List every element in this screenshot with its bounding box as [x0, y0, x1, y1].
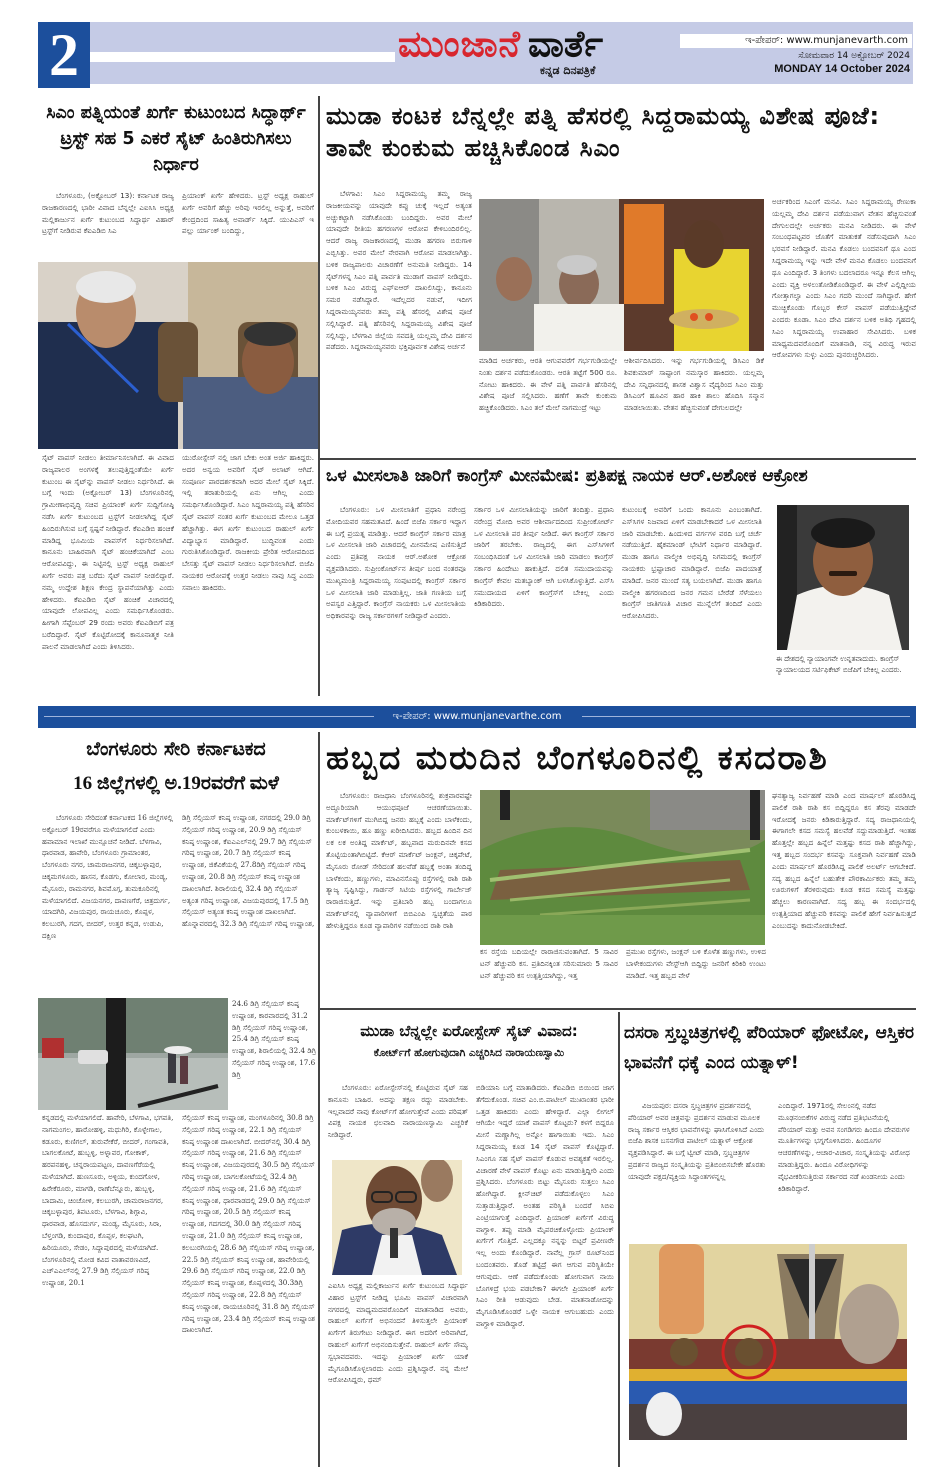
- masthead-rule: [90, 52, 395, 62]
- article-rain-col1: ಬೆಂಗಳೂರು ಸೇರಿದಂತೆ ಕರ್ನಾಟಕದ 16 ಜಿಲ್ಲೆಗಳಲ್ಲಿ ಅಕ್ಟೋಬರ್ 19ರವರೆಗೂ ಮಳೆಯಾಗಲಿದೆ ಎಂದು ಹವಾಮಾನ ಇಲಾಖೆ ಮುನ್ಸೂಚನೆ ನೀಡಿದೆ. ಬೆಳಗಾವಿ, ಧಾರವಾಡ, ಹಾವೇರಿ, ಬೆಂಗಳೂರು ಗ್ರಾಮಾಂತರ, ಬೆಂಗಳೂರು ನಗರ, ಚಾಮರಾಜನಗರ, ಚಿಕ್ಕಬಳ್ಳಾಪುರ, ಚಿಕ್ಕಮಗಳೂರು, ಹಾಸನ, ಕೊಡಗು, ಕೋಲಾರ, ಮಂಡ್ಯ, ಮೈಸೂರು, ರಾಮನಗರ, ಶಿವಮೊಗ್ಗ, ತುಮಕೂರಿನಲ್ಲಿ ಮಳೆಯಾಗಲಿದೆ. ವಿಜಯನಗರ, ದಾವಣಗೆರೆ, ಚಿತ್ರದುರ್ಗ, ಯಾದಗಿರಿ, ವಿಜಯಪುರ, ರಾಯಚೂರು, ಕೊಪ್ಪಳ, ಕಲಬುರಗಿ, ಗದಗ, ಬೀದರ್, ಉತ್ತರ ಕನ್ನಡ, ಉಡುಪಿ, ದಕ್ಷಿಣ: [42, 813, 173, 940]
- photo-dasara-tableau: [629, 1244, 907, 1440]
- epaper-banner: [38, 706, 916, 728]
- article-garbage-col3: ಪ್ರಮುಖ ರಸ್ತೆಗಳು, ಜಂಕ್ಷನ್ ಬಳಿ ಕೊಳೆತ ಹಣ್ಣುಗಳು, ಉಳಿದ ಬಾಳೇಕಂದುಗಳು ವೇಸ್ಟ್‌ಆಗಿ ಬಿದ್ದಿದ್ದು ಜನರಿಗೆ ಕಿರಿಕಿರಿ ಉಂಟು ಮಾಡಿದೆ. ಇತ್ತ ಹಬ್ಬದ ವೇಳೆ: [626, 947, 766, 980]
- headline-rain-line2: 16 ಜಿಲ್ಲೆಗಳಲ್ಲಿ ಅ.19ರವರೆಗೆ ಮಳೆ: [73, 773, 279, 794]
- caption-ashoka: ಈ ದೇಶದಲ್ಲಿ ನ್ಯಾಯಾಂಗವೇ ಉನ್ನತವಾದುದು. ಕಾಂಗ್ರೆಸ್ ನ್ಯಾಯಾಲಯದ ಸರ್ಟಿಫಿಕೇಟ್ ಬಿಜೆಪಿಗೆ ಬೇಕಿಲ್ಲ ಎಂದರು.: [776, 655, 902, 674]
- article-puja-col2: ಮಾಡಿದ ಅರ್ಚಕರು, ಆರತಿ ಆಗುವವರೆಗೆ ಗರ್ಭಗುಡಿಯಲ್ಲೇ ನಿಂತು ದರ್ಶನ ಪಡೆದುಕೊಂಡರು. ಆರತಿ ತಟ್ಟೆಗೆ 500 ರೂ. ನೋಟು ಹಾಕಿದರು. ಈ ವೇಳೆ ಪತ್ನಿ ಪಾರ್ವತಿ ಹೆಸರಿನಲ್ಲಿ ವಿಶೇಷ ಪೂಜೆ ಸಲ್ಲಿಸಿದರು. ಹಣೆಗೆ ತಾವೇ ಕುಂಕುಮ ಹಚ್ಚಿಕೊಂಡಿದರು. ಸಿಎಂ ತಲೆ ಮೇಲೆ ನಾಗಮುದ್ರೆ ಇಟ್ಟು: [479, 356, 617, 413]
- photo-rain-art: [38, 998, 228, 1110]
- article-reservation-col3: ಕುಟುಂಬಕ್ಕೆ ಅವರಿಗೆ ಒಂದು ಕಾನೂನು ಎಂಬಂತಾಗಿದೆ. ಎಸ್‌ಸಿಗಳ ನಿಜವಾದ ಏಳಿಗೆ ಮಾಡಬೇಕಾದರೆ ಒಳ ಮೀಸಲಾತಿ ಜಾರಿ ಮಾಡಬೇಕು. ಹಿಂದುಳಿದ ವರ್ಗಗಳ ವರದಿ ಬಗ್ಗೆ ಚರ್ಚೆ ನಡೆಯುತ್ತಿದೆ. ಹೈಕಮಾಂಡ್ ಭೇಟಿಗೆ ನಿರ್ಧಾರ ಮಾಡಿದ್ದಾರೆ. ಮುಡಾ ಹಾಗೂ ವಾಲ್ಮೀಕಿ ಅಭಿವೃದ್ಧಿ ನಿಗಮದಲ್ಲಿ ಕಾಂಗ್ರೆಸ್ ನಾಯಕರು ಭ್ರಷ್ಟಾಚಾರ ಮಾಡಿದ್ದಾರೆ. ಬಿಜೆಪಿ ಪಾದಯಾತ್ರೆ ಮಾಡಿದೆ. ಜನರ ಮುಂದೆ ಸತ್ಯ ಬಯಲಾಗಿದೆ. ಮುಡಾ ಹಾಗೂ ವಾಲ್ಮೀಕಿ ಹಗರಣದಿಂದ ಜನರ ಗಮನ ಬೇರೆಡೆ ಸೆಳೆಯಲು ಕಾಂಗ್ರೆಸ್ ಜಾತಿಗಣತಿ ವಿಚಾರ ಮುನ್ನೆಲೆಗೆ ತಂದಿದೆ ಎಂದು ಆರೋಪಿಸಿದರು.: [622, 505, 762, 621]
- article-rain-col2-cont: ಸೆಲ್ಸಿಯಸ್ ಕನಿಷ್ಠ ಉಷ್ಣಾಂಶ, ಮಂಗಳೂರಿನಲ್ಲಿ 30.8 ಡಿಗ್ರಿ ಸೆಲ್ಸಿಯಸ್ ಗರಿಷ್ಠ ಉಷ್ಣಾಂಶ, 22.1 ಡಿಗ್ರಿ ಸೆಲ್ಸಿಯಸ್ ಕನಿಷ್ಠ ಉಷ್ಣಾಂಶ ದಾಖಲಾಗಿದೆ. ಬೀದರ್‌ನಲ್ಲಿ 30.4 ಡಿಗ್ರಿ ಸೆಲ್ಸಿಯಸ್ ಗರಿಷ್ಠ ಉಷ್ಣಾಂಶ, 21.6 ಡಿಗ್ರಿ ಸೆಲ್ಸಿಯಸ್ ಕನಿಷ್ಠ ಉಷ್ಣಾಂಶ, ವಿಜಯಪುರದಲ್ಲಿ 30.5 ಡಿಗ್ರಿ ಸೆಲ್ಸಿಯಸ್ ಗರಿಷ್ಠ ಉಷ್ಣಾಂಶ, ಬಾಗಲಕೋಟೆಯಲ್ಲಿ 32.4 ಡಿಗ್ರಿ ಸೆಲ್ಸಿಯಸ್ ಗರಿಷ್ಠ ಉಷ್ಣಾಂಶ, 21.6 ಡಿಗ್ರಿ ಸೆಲ್ಸಿಯಸ್ ಕನಿಷ್ಠ ಉಷ್ಣಾಂಶ, ಧಾರವಾಡದಲ್ಲಿ 29.0 ಡಿಗ್ರಿ ಸೆಲ್ಸಿಯಸ್ ಗರಿಷ್ಠ ಉಷ್ಣಾಂಶ, 20.5 ಡಿಗ್ರಿ ಸೆಲ್ಸಿಯಸ್ ಕನಿಷ್ಠ ಉಷ್ಣಾಂಶ, ಗದಗದಲ್ಲಿ 30.0 ಡಿಗ್ರಿ ಸೆಲ್ಸಿಯಸ್ ಗರಿಷ್ಠ ಉಷ್ಣಾಂಶ, 21.0 ಡಿಗ್ರಿ ಸೆಲ್ಸಿಯಸ್ ಕನಿಷ್ಠ ಉಷ್ಣಾಂಶ, ಕಲಬುರಗಿಯಲ್ಲಿ 28.6 ಡಿಗ್ರಿ ಸೆಲ್ಸಿಯಸ್ ಗರಿಷ್ಠ ಉಷ್ಣಾಂಶ, 22.5 ಡಿಗ್ರಿ ಸೆಲ್ಸಿಯಸ್ ಕನಿಷ್ಠ ಉಷ್ಣಾಂಶ, ಹಾವೇರಿಯಲ್ಲಿ 29.6 ಡಿಗ್ರಿ ಸೆಲ್ಸಿಯಸ್ ಗರಿಷ್ಠ ಉಷ್ಣಾಂಶ, 22.0 ಡಿಗ್ರಿ ಸೆಲ್ಸಿಯಸ್ ಕನಿಷ್ಠ ಉಷ್ಣಾಂಶ, ಕೊಪ್ಪಳದಲ್ಲಿ 30.3ಡಿಗ್ರಿ ಸೆಲ್ಸಿಯಸ್ ಗರಿಷ್ಠ ಉಷ್ಣಾಂಶ, 22.8 ಡಿಗ್ರಿ ಸೆಲ್ಸಿಯಸ್ ಕನಿಷ್ಠ ಉಷ್ಣಾಂಶ, ರಾಯಚೂರಿನಲ್ಲಿ 31.8 ಡಿಗ್ರಿ ಸೆಲ್ಸಿಯಸ್ ಗರಿಷ್ಠ ಉಷ್ಣಾಂಶ, 23.4 ಡಿಗ್ರಿ ಸೆಲ್ಸಿಯಸ್ ಕನಿಷ್ಠ ಉಷ್ಣಾಂಶ ದಾಖಲಾಗಿದೆ.: [182, 1113, 316, 1335]
- column-divider: [318, 96, 320, 696]
- masthead-tagline: ಕನ್ನಡ ದಿನಪತ್ರಿಕೆ: [540, 64, 596, 77]
- date-kannada: ಸೋಮವಾರ 14 ಅಕ್ಟೋಬರ್ 2024: [798, 51, 910, 61]
- article-kharge-col2: ಪ್ರಿಯಾಂಕ್ ಖರ್ಗೆ ಹೇಳಿದರು. ಟ್ರಸ್ಟ್ ಅಧ್ಯಕ್ಷ ರಾಹುಲ್ ಖರ್ಗೆ ಅವರಿಗೆ ಹೆಚ್ಚು ಅರಿವು ಇರಲಿಲ್ಲ ಅನ್ನುತ್ತೆ, ಅವರಿಗೆ ಕೇಂದ್ರದಿಂದ ಸಾಹಿತ್ಯ ಅವಾರ್ಡ್ ಸಿಕ್ಕಿದೆ. ಯುಪಿಎಸ್ ಇ ಪಲ್ಲು ರ್ಯಾಂಕ್ ಬಂದಿದ್ದು,: [182, 191, 314, 236]
- photo-ashoka: [777, 505, 909, 650]
- headline-rain-line1: ಬೆಂಗಳೂರು ಸೇರಿ ಕರ್ನಾಟಕದ: [86, 738, 266, 760]
- article-kharge-col1: ಬೆಂಗಳೂರು, (ಅಕ್ಟೋಬರ್ 13): ಕರ್ನಾಟಕ ರಾಜ್ಯ ರಾಜಕಾರಣದಲ್ಲಿ ಭಾರೀ ವಿವಾದ ಬೆನ್ನಲ್ಲೇ ಎಐಸಿಸಿ ಅಧ್ಯಕ್ಷ ಮಲ್ಲಿಕಾರ್ಜುನ ಖರ್ಗೆ ಕುಟುಂಬದ ಸಿದ್ಧಾರ್ಥ ವಿಹಾರ್ ಟ್ರಸ್ಟ್‌ಗೆ ನೀಡಿರುವ ಕೆಐಎಡಿಬಿ ಸಿಎ: [42, 191, 174, 236]
- article-kharge-col3: ಸೈಟ್ ವಾಪಸ್ ನೀಡಲು ತೀರ್ಮಾನಿಸಲಾಗಿದೆ. ಈ ವಿವಾದ ರಾಜ್ಯಪಾಲರ ಅಂಗಳಕ್ಕೆ ತಲುಪುತ್ತಿದ್ದಂತೆಯೇ ಖರ್ಗೆ ಕುಟುಂಬ ಈ ಸೈಟ್‌ನ್ನು ವಾಪಸ್ ನೀಡಲು ನಿರ್ಧರಿಸಿದೆ. ಈ ಬಗ್ಗೆ ಇಂದು (ಅಕ್ಟೋಬರ್ 13) ಬೆಂಗಳೂರಿನಲ್ಲಿ ಗ್ರಾಮೀಣಾಭಿವೃದ್ಧಿ ಸಚಿವ ಪ್ರಿಯಾಂಕ್ ಖರ್ಗೆ ಸುದ್ದಿಗೋಷ್ಠಿ ನಡೆಸಿ ಖರ್ಗೆ ಕುಟುಂಬದ ಟ್ರಸ್ಟ್‌ಗೆ ನೀಡಲಾಗಿದ್ದ ಸೈಟ್ ಹಿಂದಿರುಗಿಸುವ ಬಗ್ಗೆ ಸ್ಪಷ್ಟನೆ ನೀಡಿದ್ದಾರೆ. ಕೆಐಎಡಿಬಿ ಹಂಚಿಕೆ ಮಾಡಿದ್ದ ಭೂಮಿಯ ವಾಪಸ್‌ಗೆ ನಿರ್ಧರಿಸಲಾಗಿದೆ. ಕಾನೂನು ಬಾಹಿರವಾಗಿ ಸೈಟ್ ಹಂಚಿಕೆಯಾಗಿದೆ ಎಂಬ ಆರೋಪವಿದ್ದು, ಈ ನಿಟ್ಟಿನಲ್ಲಿ ಟ್ರಸ್ಟ್ ಅಧ್ಯಕ್ಷ ರಾಹುಲ್ ಖರ್ಗೆ ಅವರು ಪತ್ರ ಬರೆದು ಸೈಟ್ ವಾಪಸ್ ನೀಡಲಿದ್ದಾರೆ. ನಮ್ಮ ಉದ್ದೇಶ ಶಿಕ್ಷಣ ಕೇಂದ್ರ ಸ್ಥಾಪನೆಯಾಗಿತ್ತು ಎಂದು ಹೇಳಿದರು. ಕೆಐಎಡಿಬಿ ಸೈಟ್ ಹಂಚಿಕೆ ವಿಚಾರದಲ್ಲಿ ಯಾವುದೇ ಲೋಪವಿಲ್ಲ ಎಂದು ಸಮರ್ಥಿಸಿಕೊಂಡರು. ಹೀಗಾಗಿ ಸೆಪ್ಟೆಂಬರ್ 29 ರಂದು ಅವರು ಕೆಐಎಡಿಬಿಗೆ ಪತ್ರ ಬರೆದಿದ್ದಾರೆ. ಸೈಟ್ ಕೊಟ್ಟಿರೋದಕ್ಕೆ ಕಾನೂನಾತ್ಮಕ ನೀತಿ ಪಾಲನೆ ಮಾಡಲಾಗಿದೆ ಎಂದು ತಿಳಿಸಿದರು.: [42, 453, 174, 651]
- article-periyar-col2: ಎಂದಿದ್ದಾರೆ. 1971ರಲ್ಲಿ ಸೇಲಂನಲ್ಲಿ ನಡೆದ ಮೂಢನಂಬಿಕೆಗಳ ವಿರುದ್ಧ ನಡೆದ ಪ್ರತಿಭಟನೆಯಲ್ಲಿ ಪೆರಿಯಾರ್ ಮತ್ತು ಅವನ ಸಂಗಡಿಗರು ಹಿಂದೂ ದೇವರುಗಳ ಮೂರ್ತಿಗಳನ್ನು ಭಗ್ನಗೊಳಿಸಿದರು. ಹಿಂದೂಗಳ ಆಚರಣೆಗಳನ್ನು, ಆಚಾರ-ವಿಚಾರ, ಸಂಸ್ಕೃತಿಯನ್ನು ವಿರೋಧ ಮಾಡುತ್ತಿದ್ದರು. ಹಿಂದೂ ವಿರೋಧಿಗಳನ್ನು ವೈಭವೀಕರಿಸುತ್ತಿರುವ ಸರ್ಕಾರದ ನಡೆ ಖಂಡನೀಯ ಎಂದು ಕಿಡಿಕಾರಿದ್ದಾರೆ.: [778, 1101, 910, 1193]
- section-divider: [320, 458, 916, 460]
- section-divider-lower: [320, 1008, 916, 1010]
- subheadline-aerospace: ಕೋರ್ಟ್‌ಗೆ ಹೋಗುವುದಾಗಿ ಎಚ್ಚರಿಸಿದ ನಾರಾಯಣಸ್ವಾಮಿ: [373, 1047, 565, 1059]
- photo-kharge: [38, 262, 318, 449]
- headline-garbage[interactable]: ಹಬ್ಬದ ಮರುದಿನ ಬೆಂಗಳೂರಿನಲ್ಲಿ ಕಸದರಾಶಿ: [326, 738, 829, 777]
- photo-dasara-art: [629, 1244, 907, 1440]
- page-number: 2: [38, 22, 90, 88]
- epaper-banner-link[interactable]: ಇ-ಪೇಪರ್: www.munjanevarthe.com: [392, 711, 562, 722]
- article-puja-col3: ಆಶೀರ್ವದಿಸಿದರು. ಇನ್ನು ಗರ್ಭಗುಡಿಯಲ್ಲಿ ಡಿಸಿಎಂ ಡಿಕೆ ಶಿವಕುಮಾರ್ ಸಾಷ್ಟಾಂಗ ನಮಸ್ಕಾರ ಹಾಕಿದರು. ಯಲ್ಲಮ್ಮ ದೇವಿ ಸನ್ನಿಧಾನದಲ್ಲಿ ಶಾಸಕ ವಿಶ್ವಾಸ ವೈದ್ಯರಿಂದ ಸಿಎಂ ಮತ್ತು ಡಿಸಿಎಂಗೆ ಹೂವಿನ ಹಾರ ಹಾಕಿ ಶಾಲು ಹೊದಿಸಿ ಸನ್ಮಾನ ಮಾಡಲಾಯಿತು. ವೇತನ ಹೆಚ್ಚಿಸುವಂತೆ ದೇಗುಲದಲ್ಲೇ: [624, 356, 764, 413]
- article-aerospace-col1: ಬೆಂಗಳೂರು: ಏರೋಸ್ಪೇಸ್‌ನಲ್ಲಿ ಕೊಟ್ಟಿರುವ ಸೈಟ್ ಸಹ ಕಾನೂನು ಬಾಹಿರ. ಅದನ್ನು ತಕ್ಷಣ ರದ್ದು ಮಾಡಬೇಕು. ಇಲ್ಲವಾದರೆ ನಾವು ಕೋರ್ಟ್‌ಗೆ ಹೋಗುತ್ತೇವೆ ಎಂದು ಪರಿಷತ್ ವಿಪಕ್ಷ ನಾಯಕ ಛಲವಾದಿ ನಾರಾಯಣಸ್ವಾಮಿ ಎಚ್ಚರಿಕೆ ನೀಡಿದ್ದಾರೆ.: [328, 1083, 468, 1140]
- article-puja-col4: ಅರ್ಚಕರಿಂದ ಸಿಎಂಗೆ ಮನವಿ. ಸಿಎಂ ಸಿದ್ದರಾಮಯ್ಯ ರೇಣುಕಾ ಯಲ್ಲಮ್ಮ ದೇವಿ ದರ್ಶನ ಪಡೆಯುವಾಗ ವೇತನ ಹೆಚ್ಚಿಸುವಂತೆ ದೇಗುಲದಲ್ಲೇ ಅರ್ಚಕರು ಮನವಿ ನೀಡಿದರು. ಈ ವೇಳೆ ಸಂಬಂಧಪಟ್ಟವರ ಜೊತೆಗೆ ಮಾತುಕತೆ ನಡೆಸುವುದಾಗಿ ಸಿಎಂ ಭರವಸೆ ನೀಡಿದ್ದಾರೆ. ಮನವಿ ಕೊಡಲು ಬಂದವನಿಗೆ ಥೂ ಎಂದ ಸಿದ್ದರಾಮಯ್ಯ ಇನ್ನು ಇದೇ ವೇಳೆ ಮನವಿ ಕೊಡಲು ಬಂದವನಿಗೆ ಥೂ ಎಂದಿದ್ದಾರೆ. 3 ತಿಂಗಳು ಬದಲಾದರೂ ಇನ್ನೂ ಕೆಲಸ ಆಗಿಲ್ಲ ಎಂದು ವ್ಯಕ್ತಿ ಅಳಲುತೋಡಿಕೊಂಡಿದ್ದಾರೆ. ಈ ವೇಳೆ ಎಲ್ಲಿದ್ದೀಯ ಗೋತ್ತಾಗಲ್ವಾ ಎಂದು ಸಿಎಂ ಗದರಿ ಮುಂದೆ ಸಾಗಿದ್ದಾರೆ. ಹೇಗೆ ಮುಚ್ಚಿಕೊಂಡು ಗೊಬ್ಬರ ಕೇಸ್ ವಾಪಸ್ ಪಡೆಯುತ್ತಿದ್ದೇವೆ ಎಂದರು ಕೂಡಾ. ಸಿಎಂ ದೇವಿ ದರ್ಶನ ಬಳಿಕ ಅತಿಥಿ ಗೃಹದಲ್ಲಿ ಸಿಎಂ ಸಿದ್ದರಾಮಯ್ಯ ಉಪಾಹಾರ ಸೇವಿಸಿದರು. ಬಳಿಕ ಮಾಧ್ಯಮದವರೊಂದಿಗೆ ಮಾತನಾಡಿ, ನನ್ನ ವಿರುದ್ಧ ಇರುವ ಆರೋಪಗಳು ಸುಳ್ಳು ಎಂದು ಪುನರುಚ್ಚರಿಸಿದರು.: [772, 197, 916, 360]
- article-garbage-col4: ಘನತ್ಯಾಜ್ಯ ನಿರ್ವಹಣೆ ಮಾಡಿ ಎಂದ ಮಾರ್ಷಲ್ ಹೊರಡಿಸಿದ್ದ ಪಾಲಿಕೆ ರಾಶಿ ರಾಶಿ ಕಸ ಬಿದ್ದಿದ್ದರೂ ಕಸ ತೆರವು ಮಾಡದೇ ಇರೋದಕ್ಕೆ ಜನರು ಕಿಡಿಕಾರುತ್ತಿದ್ದಾರೆ. ಸದ್ಯ ರಾಜಧಾನಿಯಲ್ಲಿ ಈಗಾಗಲೇ ಕಸದ ಸಮಸ್ಯೆ ಹಲವೆಡೆ ಸದ್ದುಮಾಡುತ್ತಿದೆ. ಇಂತಹ ಹೊತ್ತಲ್ಲೇ ಹಬ್ಬದ ಹಿನ್ನೆಲೆ ಮತ್ತಷ್ಟು ಕಸದ ರಾಶಿ ಹೆಚ್ಚಾಗಿದ್ದು, ಇತ್ತ ಹಬ್ಬದ ಸಂದರ್ಭ ಕಸವನ್ನು ಸೂಕ್ತವಾಗಿ ನಿರ್ವಹಣೆ ಮಾಡಿ ಎಂದು ಮಾರ್ಷಲ್ ಹೊರಡಿಸಿದ್ದ ಪಾಲಿಕೆ ಅಲರ್ಟ್ ಆಗಬೇಕಿದೆ. ಸದ್ಯ ಹಬ್ಬದ ಹಿನ್ನೆಲೆ ಬಹುತೇಕ ಪೌರಕಾರ್ಮಿಕರು ತಮ್ಮ ತಮ್ಮ ಊರುಗಳಿಗೆ ತೆರಳಿರುವುದು ಕೂಡ ಕಸದ ಸಮಸ್ಯೆ ಮತ್ತಷ್ಟು ಹೆಚ್ಚಲು ಕಾರಣವಾಗಿದೆ. ಸದ್ಯ ಹಬ್ಬ ಈ ಸಂದರ್ಭದಲ್ಲಿ ಉತ್ಪತ್ತಿಯಾದ ಹೆಚ್ಚುವರಿ ಕಸವನ್ನು ಪಾಲಿಕೆ ಹೇಗೆ ನಿರ್ವಹಿಸುತ್ತದೆ ಎಂಬುದನ್ನು ಕಾದುನೋಡಬೇಕಿದೆ.: [772, 791, 916, 930]
- banner-line-left: [44, 716, 374, 717]
- epaper-link[interactable]: ಇ-ಪೇಪರ್: www.munjanevarth.com: [680, 34, 912, 48]
- headline-aerospace[interactable]: ಮುಡಾ ಬೆನ್ನಲ್ಲೇ ಏರೋಸ್ಪೇಸ್ ಸೈಟ್ ವಿವಾದ:: [360, 1022, 578, 1040]
- article-garbage-col2: ಕಸ ರಸ್ತೆಯ ಬದಿಯಲ್ಲೇ ರಾರಾಜಿಸುವಂತಾಗಿದೆ. 5 ಸಾವಿರ ಟನ್ ಹೆಚ್ಚುವರಿ ಕಸ. ಪ್ರತಿದಿನಕ್ಕಿಂತ ಸರಿಸುಮಾರು 5 ಸಾವಿರ ಟನ್ ಹೆಚ್ಚುವರಿ ಕಸ ಉತ್ಪತ್ತಿಯಾಗಿದ್ದು, ಇತ್ತ: [480, 947, 618, 980]
- photo-narayanaswamy: [332, 1160, 462, 1275]
- photo-narayanaswamy-art: [332, 1160, 462, 1275]
- column-divider-lower: [318, 732, 320, 1467]
- date-english: MONDAY 14 October 2024: [774, 63, 910, 75]
- headline-muda-puja[interactable]: ಮುಡಾ ಕಂಟಕ ಬೆನ್ನಲ್ಲೇ ಪತ್ನಿ ಹೆಸರಲ್ಲಿ ಸಿದ್ದರಾಮಯ್ಯ ವಿಶೇಷ ಪೂಜೆ: ತಾವೇ ಕುಂಕುಮ ಹಚ್ಚಿಸಿಕೊಂಡ ಸಿಎಂ: [326, 102, 881, 162]
- article-reservation-col1: ಬೆಂಗಳೂರು: ಒಳ ಮೀಸಲಾತಿಗೆ ಪ್ರಧಾನಿ ನರೇಂದ್ರ ಮೋದಿಯವರ ಸಹಮತವಿದೆ. ಹಿಂದೆ ಬಿಜೆಪಿ ಸರ್ಕಾರ ಇದ್ದಾಗ ಈ ಬಗ್ಗೆ ಪ್ರಯತ್ನ ಮಾಡಿತ್ತು. ಆದರೆ ಕಾಂಗ್ರೆಸ್ ಸರ್ಕಾರ ಮಾತ್ರ ಒಳ ಮೀಸಲಾತಿ ಜಾರಿ ವಿಚಾರದಲ್ಲಿ ಮೀನಮೇಷ ಎಣಿಸುತ್ತಿದೆ ಎಂದು ಪ್ರತಿಪಕ್ಷ ನಾಯಕ ಆರ್.ಅಶೋಕ ಆಕ್ರೋಶ ವ್ಯಕ್ತಪಡಿಸಿದರು. ಸುಪ್ರೀಂಕೋರ್ಟ್‌ನ ತೀರ್ಪು ಬಂದ ನಂತರವೂ ಮುಖ್ಯಮಂತ್ರಿ ಸಿದ್ದರಾಮಯ್ಯ ಸಂಪುಟದಲ್ಲಿ ಕಾಂಗ್ರೆಸ್ ಸರ್ಕಾರ ಒಳ ಮೀಸಲಾತಿ ಜಾರಿ ಮಾಡುತ್ತಿಲ್ಲ. ಜಾತಿ ಗಣತಿಯ ಬಗ್ಗೆ ಅಪಸ್ವರ ಎತ್ತಿದ್ದಾರೆ. ಕಾಂಗ್ರೆಸ್ ನಾಯಕರು ಒಳ ಮೀಸಲಾತಿಯ ಅಧಿಕಾರವನ್ನು ರಾಜ್ಯ ಸರ್ಕಾರಗಳಿಗೆ ನೀಡಿದ್ದಾರೆ ಎಂದರು.: [326, 505, 466, 621]
- logo-red-part: ಮುಂಜಾನೆ: [398, 24, 521, 65]
- article-reservation-col2: ಸರ್ಕಾರ ಒಳ ಮೀಸಲಾತಿಯನ್ನು ಜಾರಿಗೆ ತಂದಿತ್ತು. ಪ್ರಧಾನಿ ನರೇಂದ್ರ ಮೋದಿ ಅವರ ಆಶೀರ್ವಾದದಿಂದ ಸುಪ್ರೀಂಕೋರ್ಟ್ ಒಳ ಮೀಸಲಾತಿ ಪರ ತೀರ್ಪು ನೀಡಿದೆ. ಈಗ ಕಾಂಗ್ರೆಸ್ ಸರ್ಕಾರ ಜಾರಿಗೆ ತರಬೇಕು. ರಾಜ್ಯದಲ್ಲಿ ಈಗ ಎಸ್‌ಸಿಗಳಿಗೆ ಸಂಬಂಧಿಸಿದಂತೆ ಒಳ ಮೀಸಲಾತಿ ಜಾರಿ ಮಾಡಲು ಕಾಂಗ್ರೆಸ್ ಸರ್ಕಾರ ಹಿಂದೇಟು ಹಾಕುತ್ತಿದೆ. ದಲಿತ ಸಮುದಾಯವನ್ನು ಕಾಂಗ್ರೆಸ್ ಕೇವಲ ಮತಬ್ಯಾಂಕ್ ಆಗಿ ಬಳಸಿಕೊಳ್ಳುತ್ತಿದೆ. ಎಸ್‌ಸಿ ಸಮುದಾಯದ ಏಳಿಗೆ ಕಾಂಗ್ರೆಸ್‌ಗೆ ಬೇಕಿಲ್ಲ ಎಂದು ಕಿಡಿಕಾರಿದರು.: [474, 505, 614, 609]
- article-rain-col1-cont: ಕನ್ನಡದಲ್ಲಿ ಮಳೆಯಾಗಲಿದೆ. ಹಾವೇರಿ, ಬೆಳಗಾವಿ, ಭಗವತಿ, ನಾಗಮಂಗಲ, ಹಾರೋಹಳ್ಳಿ, ಮಧುಗಿರಿ, ಕೊಳ್ಳೇಗಾಲ, ಕಡೂರು, ಕುಣಿಗಲ್, ತುರುವೇಕೆರೆ, ಬೀದರ್, ಗಂಗಾವತಿ, ಬಾಗಲಕೋಟೆ, ಹುಬ್ಬಳ್ಳಿ, ಅಳ್ನಾವರ, ಗೋಕಾಕ್, ಹರಪನಹಳ್ಳಿ, ಚನ್ನರಾಯಪಟ್ಟಣ, ದಾವಣಗೆರೆಯಲ್ಲಿ ಮಳೆಯಾಗಿದೆ. ಹುಣಸೂರು, ಅಳ್ಳಿಯ, ಕುಂದಗೋಳ, ಹಿರೇಕೆರೂರು, ಮಾಗಡಿ, ರಾಣೆಬೆನ್ನೂರು, ಹುಬ್ಬಳ್ಳಿ, ಬಾದಾಮಿ, ಚಿಂಚೋಳಿ, ಕಲಬುರಗಿ, ಚಾಮರಾಜನಗರ, ಚಿಕ್ಕಬಳ್ಳಾಪುರ, ತಿಪಟೂರು, ಬೆಳಗಾವಿ, ಶಿಗ್ಗಾವಿ, ಧಾರವಾಡ, ಹೊಸದುರ್ಗ, ಮಂಡ್ಯ, ಮೈಸೂರು, ಸಿರಾ, ಬೆಳ್ತಂಗಡಿ, ಕುಂದಾಪುರ, ಕೊಪ್ಪಳ, ಕಲಘಟಗಿ, ಹಿರಿಯೂರು, ಸೇಡಂ, ಸಿದ್ದಾಪುರದಲ್ಲಿ ಮಳೆಯಾಗಿದೆ. ಬೆಂಗಳೂರಿನಲ್ಲಿ ಮೋಡ ಕವಿದ ವಾತಾವರಣವಿದೆ, ಎಚ್‌ಎಎಲ್‌ನಲ್ಲಿ 27.9 ಡಿಗ್ರಿ ಸೆಲ್ಸಿಯಸ್ ಗರಿಷ್ಠ ಉಷ್ಣಾಂಶ, 20.1: [42, 1113, 174, 1288]
- headline-periyar[interactable]: ದಸರಾ ಸ್ತಬ್ಧಚಿತ್ರಗಳಲ್ಲಿ ಪೆರಿಯಾರ್ ಫೋಟೋ, ಆಸ್ತಿಕರ ಭಾವನೆಗೆ ಧಕ್ಕೆ ಎಂದ ಯತ್ನಾಳ್!: [624, 1023, 914, 1073]
- headline-rain[interactable]: [40, 732, 312, 801]
- article-kharge-col4: ಯುರೋಸ್ಪೇಸ್ ನಲ್ಲಿ ಜಾಗ ಬೇಕು ಅಂತ ಅರ್ಜಿ ಹಾಕಿದ್ದರು. ಅದರ ಅನ್ವಯ ಅವರಿಗೆ ಸೈಟ್ ಅಲಾಟ್ ಆಗಿದೆ. ಸಂಪೂರ್ಣ ಪಾರದರ್ಶಕವಾಗಿ ಅದರ ಮೇಲೆ ಸೈಟ್ ಸಿಕ್ಕಿದೆ. ಇಲ್ಲಿ ತರಾತುರಿಯಲ್ಲಿ ಏನು ಆಗಿಲ್ಲ ಎಂದು ಸಮರ್ಥಿಸಿಕೊಂಡಿದ್ದಾರೆ. ಸಿಎಂ ಸಿದ್ದರಾಮಯ್ಯ ಪತ್ನಿ ಹೆಸರಿನ ಸೈಟ್ ವಾಪಸ್ ನಂತರ ಖರ್ಗೆ ಕುಟುಂಬದ ಮೇಲೂ ಒತ್ತಡ ಹೆಚ್ಚಾಗಿತ್ತು. ಈಗ ಖರ್ಗೆ ಕುಟುಂಬದ ರಾಹುಲ್ ಖರ್ಗೆ ವಿದ್ಯಾಭ್ಯಾಸ ಮಾಡಿದ್ದಾರೆ. ಬುದ್ಧಿವಂತ ಎಂದು ಗುರುತಿಸಿಕೊಂಡಿದ್ದಾರೆ. ರಾಜಕೀಯ ಪ್ರೇರಿತ ಆರೋಪದಿಂದ ಬೇಸತ್ತು ಸೈಟ್ ವಾಪಸ್ ನೀಡಲು ನಿರ್ಧರಿಸಲಾಗಿದೆ. ಬಿಜೆಪಿ ನಾಯಕರ ಆರೋಪಕ್ಕೆ ಉತ್ತರ ನೀಡಲು ನಾವು ಸಿದ್ಧ ಎಂದು ಸವಾಲು ಹಾಕಿದರು.: [182, 453, 314, 592]
- headline-kharge-trust[interactable]: ಸಿಎಂ ಪತ್ನಿಯಂತೆ ಖರ್ಗೆ ಕುಟುಂಬದ ಸಿದ್ಧಾರ್ಥ್ ಟ್ರಸ್ಟ್ ಸಹ 5 ಎಕರೆ ಸೈಟ್ ಹಿಂತಿರುಗಿಸಲು ನಿರ್ಧಾರ: [46, 103, 306, 175]
- article-rain-col2-beside-photo: 24.6 ಡಿಗ್ರಿ ಸೆಲ್ಸಿಯಸ್ ಕನಿಷ್ಠ ಉಷ್ಣಾಂಶ, ಕಾರವಾರದಲ್ಲಿ 31.2 ಡಿಗ್ರಿ ಸೆಲ್ಸಿಯಸ್ ಗರಿಷ್ಠ ಉಷ್ಣಾಂಶ, 25.4 ಡಿಗ್ರಿ ಸೆಲ್ಸಿಯಸ್ ಕನಿಷ್ಠ ಉಷ್ಣಾಂಶ, ಶಿರಾಲಿಯಲ್ಲಿ 32.4 ಡಿಗ್ರಿ ಸೆಲ್ಸಿಯಸ್ ಗರಿಷ್ಠ ಉಷ್ಣಾಂಶ, 17.6 ಡಿಗ್ರಿ: [232, 999, 317, 1079]
- article-periyar-col1: ವಿಜಯಪುರ: ದಸರಾ ಸ್ತಬ್ಧಚಿತ್ರಗಳ ಪ್ರದರ್ಶನದಲ್ಲಿ ಪೆರಿಯಾರ್ ಅವರ ಚಿತ್ರವನ್ನು ಪ್ರದರ್ಶನ ಮಾಡುವ ಮೂಲಕ ರಾಜ್ಯ ಸರ್ಕಾರ ಆಸ್ತಿಕರ ಭಾವನೆಗಳನ್ನು ಘಾಸಿಗೊಳಿಸಿದೆ ಎಂದು ಬಿಜೆಪಿ ಶಾಸಕ ಬಸನಗೌಡ ಪಾಟೀಲ್ ಯತ್ನಾಳ್ ಆಕ್ರೋಶ ವ್ಯಕ್ತಪಡಿಸಿದ್ದಾರೆ. ಈ ಬಗ್ಗೆ ಟ್ವೀಟ್ ಮಾಡಿ, ಸ್ತಬ್ಧಚಿತ್ರಗಳ ಪ್ರದರ್ಶನ ರಾಜ್ಯದ ಸಂಸ್ಕೃತಿಯನ್ನು ಪ್ರತಿಬಿಂಬಿಸಬೇಕೇ ಹೊರತು ಯಾವುದೇ ಪಕ್ಷದ/ವ್ಯಕ್ತಿಯ ಸಿದ್ಧಾಂತಗಳನ್ನಲ್ಲ: [628, 1101, 766, 1181]
- photo-garbage-art: [480, 790, 765, 945]
- photo-temple: [479, 199, 764, 351]
- banner-line-right: [582, 716, 910, 717]
- photo-ashoka-art: [777, 505, 909, 650]
- column-divider-periyar: [618, 1012, 620, 1467]
- logo-black-part: ವಾರ್ತೆ: [528, 24, 603, 65]
- photo-temple-art: [479, 199, 764, 351]
- article-garbage-col1: ಬೆಂಗಳೂರು: ರಾಜಧಾನಿ ಬೆಂಗಳೂರಿನಲ್ಲಿ ಶುಕ್ರವಾರವಷ್ಟೇ ಅದ್ದೂರಿಯಾಗಿ ಆಯುಧಪೂಜೆ ಆಚರಣೆಯಾಯಿತು. ಮಾರ್ಕೆಟ್‌ಗಳಿಗೆ ಮುಗಿಬಿದ್ದ ಜನರು ಹಬ್ಬಕ್ಕೆ ಎಂದು ಬಾಳೆಕಂದು, ಕುಂಬಳಕಾಯಿ, ಹೂ ಹಣ್ಣು ಖರೀದಿಸಿದರು. ಹಬ್ಬದ ಹಿಂದಿನ ದಿನ ಲಕ ಲಕ ಅಂತಿದ್ದ ಮಾರ್ಕೆಟ್, ಹಬ್ಬವಾದ ಮರುದಿನವೇ ಕಸದ ತೊಟ್ಟಿಯಂತಾಗಿಬಿಟ್ಟಿದೆ. ಕೆಆರ್ ಮಾರ್ಕೆಟ್ ಜಂಕ್ಷನ್, ಚಿಕ್ಕಪೇಟೆ, ಮೈಸೂರು ರೋಡ್ ಸೇರಿದಂತೆ ಹಲವೆಡೆ ಹಬ್ಬಕ್ಕೆ ಅಂತಾ ತಂದಿದ್ದ ಬಾಳೆಕಂದು, ಹಣ್ಣುಗಳು, ಮಾವಿನಸೊಪ್ಪು ರಸ್ತೆಗಳಲ್ಲಿ ರಾಶಿ ರಾಶಿ ತ್ಯಾಜ್ಯ ಸೃಷ್ಟಿಸಿದ್ದು, ಗಾರ್ಡನ್ ಸಿಟಿಯ ರಸ್ತೆಗಳಲ್ಲಿ ಗಾರ್ಬೇಜ್ ರಾರಾಜಿಸುತ್ತಿದೆ. ಇನ್ನು ಪ್ರತಿಬಾರಿ ಹಬ್ಬ ಬಂದಾಗಲೂ ಮಾರ್ಕೆಟ್‌ನಲ್ಲಿ ವ್ಯಾಪಾರಿಗಳಿಗೆ ಬಿಬಿಎಂಪಿ ಸ್ವಚ್ಛತೆಯ ಪಾಠ ಹೇಳುತ್ತಿದ್ದರೂ ಕೂಡ ವ್ಯಾಪಾರಿಗಳ ನಡೆಯಿಂದ ರಾಶಿ ರಾಶಿ: [326, 791, 472, 930]
- headline-reservation[interactable]: ಒಳ ಮೀಸಲಾತಿ ಜಾರಿಗೆ ಕಾಂಗ್ರೆಸ್ ಮೀನಮೇಷ: ಪ್ರತಿಪಕ್ಷ ನಾಯಕ ಆರ್.ಅಶೋಕ ಆಕ್ರೋಶ: [326, 466, 808, 486]
- article-rain-col2: ಡಿಗ್ರಿ ಸೆಲ್ಸಿಯಸ್ ಕನಿಷ್ಠ ಉಷ್ಣಾಂಶ, ನಗರದಲ್ಲಿ 29.0 ಡಿಗ್ರಿ ಸೆಲ್ಸಿಯಸ್ ಗರಿಷ್ಠ ಉಷ್ಣಾಂಶ, 20.9 ಡಿಗ್ರಿ ಸೆಲ್ಸಿಯಸ್ ಕನಿಷ್ಠ ಉಷ್ಣಾಂಶ, ಕೆಐಎಎಲ್‌ನಲ್ಲಿ 29.7 ಡಿಗ್ರಿ ಸೆಲ್ಸಿಯಸ್ ಗರಿಷ್ಠ ಉಷ್ಣಾಂಶ, 20.7 ಡಿಗ್ರಿ ಸೆಲ್ಸಿಯಸ್ ಕನಿಷ್ಠ ಉಷ್ಣಾಂಶ, ಜಿಕೆವಿಕೆಯಲ್ಲಿ 27.8ಡಿಗ್ರಿ ಸೆಲ್ಸಿಯಸ್ ಗರಿಷ್ಠ ಉಷ್ಣಾಂಶ, 20.8 ಡಿಗ್ರಿ ಸೆಲ್ಸಿಯಸ್ ಕನಿಷ್ಠ ಉಷ್ಣಾಂಶ ದಾಖಲಾಗಿದೆ. ಶಿರಾಲಿಯಲ್ಲಿ 32.4 ಡಿಗ್ರಿ ಸೆಲ್ಸಿಯಸ್ ಅತ್ಯಂತ ಗರಿಷ್ಠ ಉಷ್ಣಾಂಶ, ವಿಜಯಪುರದಲ್ಲಿ 17.5 ಡಿಗ್ರಿ ಸೆಲ್ಸಿಯಸ್ ಅತ್ಯಂತ ಕನಿಷ್ಠ ಉಷ್ಣಾಂಶ ದಾಖಲಾಗಿದೆ. ಹೊನ್ನಾವರದಲ್ಲಿ 32.3 ಡಿಗ್ರಿ ಸೆಲ್ಸಿಯಸ್ ಗರಿಷ್ಠ ಉಷ್ಣಾಂಶ,: [182, 813, 315, 929]
- article-puja-col1: ಬೆಳಗಾವಿ: ಸಿಎಂ ಸಿದ್ದರಾಮಯ್ಯ ತಮ್ಮ ರಾಜ್ಯ ರಾಜಕೀಯವನ್ನು ಯಾವುದೇ ಕಪ್ಪು ಚುಕ್ಕೆ ಇಲ್ಲದೆ ಅತ್ಯಂತ ಅಚ್ಚುಕಟ್ಟಾಗಿ ನಡೆಸಿಕೊಂಡು ಬಂದಿದ್ದರು. ಅವರ ಮೇಲೆ ಯಾವುದೇ ರೀತಿಯ ಹಗರಣಗಳ ಆರೋಪ ಕೇಳಿಬಂದಿರಲಿಲ್ಲ. ಆದರೆ ರಾಜ್ಯ ರಾಜಕಾರಣದಲ್ಲಿ ಮುಡಾ ಹಗರಣ ಬಿರುಗಾಳಿ ಎಬ್ಬಿಸಿತ್ತು. ಅವರ ಮೇಲೆ ನೇರವಾಗಿ ಆರೋಪ ಮಾಡಲಾಗಿತ್ತು. ಬಳಿಕ ರಾಜ್ಯಪಾಲರು ವಿಚಾರಣೆಗೆ ಅನುಮತಿ ನೀಡಿದ್ದರು. 14 ಸೈಟ್‌ಗಳನ್ನ ಸಿಎಂ ಪತ್ನಿ ಪಾರ್ವತಿ ಮುಡಾಗೆ ವಾಪಸ್ ನೀಡಿದ್ದರು. ಬಳಿಕ ಸಿಎಂ ವಿರುದ್ಧ ಎಫ್‌ಐಆರ್ ದಾಖಲಿಸಿದ್ದು, ಕಾನೂನು ಸಮರ ನಡೆಸಿದ್ದಾರೆ. ಇದೆಲ್ಲದರ ನಡುವೆ, ಇದೀಗ ಸಿದ್ದರಾಮಯ್ಯನವರು ತಮ್ಮ ಪತ್ನಿ ಹೆಸರಲ್ಲಿ ವಿಶೇಷ ಪೂಜೆ ಸಲ್ಲಿಸಿದ್ದಾರೆ. ಪತ್ನಿ ಹೆಸರಿನಲ್ಲಿ ಸಿದ್ದರಾಮಯ್ಯ ವಿಶೇಷ ಪೂಜೆ ಸಲ್ಲಿಸಿದ್ದು, ಬೆಳಗಾವಿ ಜಿಲ್ಲೆಯ ಸವದತ್ತಿ ಯಲ್ಲಮ್ಮ ದೇವಿ ದರ್ಶನ ಪಡೆದರು. ಸಿದ್ದರಾಮಯ್ಯನವರು ಭಕ್ತಿಪೂರ್ವಕ ವಿಶೇಷ ಅರ್ಚನೆ: [326, 189, 472, 352]
- article-aerospace-col2: ಬಿಡಿಯಾನಿ ಬಗ್ಗೆ ಮಾತಾಡಿದರು. ಕೆಐಎಡಿಬಿ ಬಿಯಿಂದ ಜಾಗ ತೆಗೆದುಕೊಂಡ. ಸಚಿವ ಎಂ.ಬಿ.ಪಾಟೀಲ್ ಮುಖಾಂತರ ಭಾರೀ ಒತ್ತಡ ಹಾಕಿದರು ಎಂದು ಹೇಳಿದ್ದಾರೆ. ಎಲ್ಲಾ ಲೀಗಲ್ ಆಗಿಯೇ ಇದ್ದರೆ ಯಾಕೆ ವಾಪಸ್ ಕೊಟ್ಟರು? ಕಳಗೆ ಬಿದ್ದರೂ ಮೀಸೆ ಮಣ್ಣಾಗಿಲ್ಲ ಅನ್ನೋ ಹಾಗಾಯಿತು ಇದು. ಸಿಎಂ ಸಿದ್ದರಾಮಯ್ಯ ಕೂಡ 14 ಸೈಟ್ ವಾಪಸ್ ಕೊಟ್ಟಿದ್ದಾರೆ. ಸಿಎಂಗೂ ಸಹ ಸೈಟ್ ವಾಪಸ್ ಕೊಡುವ ಅವಶ್ಯಕತೆ ಇರಲಿಲ್ಲ. ವಿಚಾರಣೆ ವೇಳೆ ವಾಪಸ್ ಕೊಟ್ಟು ಏನು ಮಾಡುತ್ತಿದ್ದೀರಿ ಎಂದು ಪ್ರಶ್ನಿಸಿದರು. ಬೆಂಗಳೂರು ಬಿಟ್ಟು ಮೈಸೂರು ಸುತ್ತಲು ಸಿಎಂ ಹೋಗಿದ್ದಾರೆ. ಕ್ಲೀನ್‌ಚಿಟ್ ಪಡೆದುಕೊಳ್ಳಲು ಸಿಎಂ ಸುತ್ತಾಡುತ್ತಿದ್ದಾರೆ. ಅಂತಹ ಪರಿಸ್ಥಿತಿ ಬಂದರೆ ಸಿಬಿಐ ಎಂಟ್ರಿಯಾಗುತ್ತೆ ಎಂದಿದ್ದಾರೆ. ಪ್ರಿಯಾಂಕ್ ಖರ್ಗೆಗೆ ವಿರುದ್ಧ ವಾಗ್ದಾಳಿ. ತಪ್ಪು ಮಾಡಿ ಮೈಪರಚಿಕೊಳ್ಳೋದು ಪ್ರಿಯಾಂಕ್ ಖರ್ಗೆಗೆ ಗೊತ್ತಿದೆ. ಎಲ್ಲದಕ್ಕೂ ನನ್ನನ್ನು ಬಿಟ್ಟರೆ ಪ್ರವೀಣರೇ ಇಲ್ಲ ಅಂದು ಕೊಂಡಿದ್ದಾರೆ. ನಾವೆಲ್ಲ ಗ್ರಾಸ್ ರೂಟ್‌ನಿಂದ ಬಂದಂತವರು. ತೊಡೆ ತಟ್ಟಿದ್ರೆ ಈಗ ಆಗುವ ಪರಿಸ್ಥಿತಿಯೇ ಆಗುವುದು. ಆಣೆ ಪಡೆದುಕೊಂಡು ಹೋಗುವಾಗ ನಾಯಿ ಬೊಗಳಿದ್ರೆ ಭಯ ಪಡಬೇಕಾ? ಈಗಲೇ ಪ್ರಿಯಾಂಕ್ ಖರ್ಗೆ ಸಿಎಂ ರೀತಿ ಆಡುವುದು ಬೇಡ. ಮಾತನಾಡೋದನ್ನು ಮೈಗೂಡಿಸಿಕೊಂಡರೆ ಒಳ್ಳೇ ನಾಯಕ ಆಗುಬಹುದು ಎಂದು ವಾಗ್ದಾಳಿ ಮಾಡಿದ್ದಾರೆ.: [476, 1083, 614, 1328]
- photo-garbage: [480, 790, 765, 945]
- article-aerospace-col1-cont: ಎಐಸಿಸಿ ಅಧ್ಯಕ್ಷ ಮಲ್ಲಿಕಾರ್ಜುನ ಖರ್ಗೆ ಕುಟುಂಬದ ಸಿದ್ಧಾರ್ಥ ವಿಹಾರ ಟ್ರಸ್ಟ್‌ಗೆ ನೀಡಿದ್ದ ಭೂಮಿ ವಾಪಸ್ ವಿಚಾರವಾಗಿ ನಗರದಲ್ಲಿ ಮಾಧ್ಯಮದವರೊಂದಿಗೆ ಮಾತನಾಡಿದ ಅವರು, ರಾಹುಲ್ ಖರ್ಗೆಗೆ ಅಭಿನಂದನೆ ತಿಳಿಸುತ್ತಲೇ ಪ್ರಿಯಾಂಕ್ ಖರ್ಗೆಗೆ ತಿರುಗೇಟು ನೀಡಿದ್ದಾರೆ. ಈಗ ಅದರಿಗೆ ಅರಿವಾಗಿದೆ, ರಾಹುಲ್ ಖರ್ಗೆಗೆ ಅಭಿನಂದಿಸುತ್ತೇನೆ. ರಾಹುಲ್ ಖರ್ಗೆ ಸೌಮ್ಯ ಸ್ವಭಾವದವರು. ಇದನ್ನು ಪ್ರಿಯಾಂಕ್ ಖರ್ಗೆ ಯಾಕೆ ಮೈಗೂಡಿಸಿಕೊಳ್ಳಲಾರದು ಎಂದು ಪ್ರಶ್ನಿಸಿದ್ದಾರೆ. ನನ್ನ ಮೇಲೆ ಆರೋಪಿಸಿದ್ದರು, ಧಮ್: [328, 1281, 468, 1385]
- photo-kharge-art: [38, 262, 318, 449]
- photo-rain: [38, 998, 228, 1110]
